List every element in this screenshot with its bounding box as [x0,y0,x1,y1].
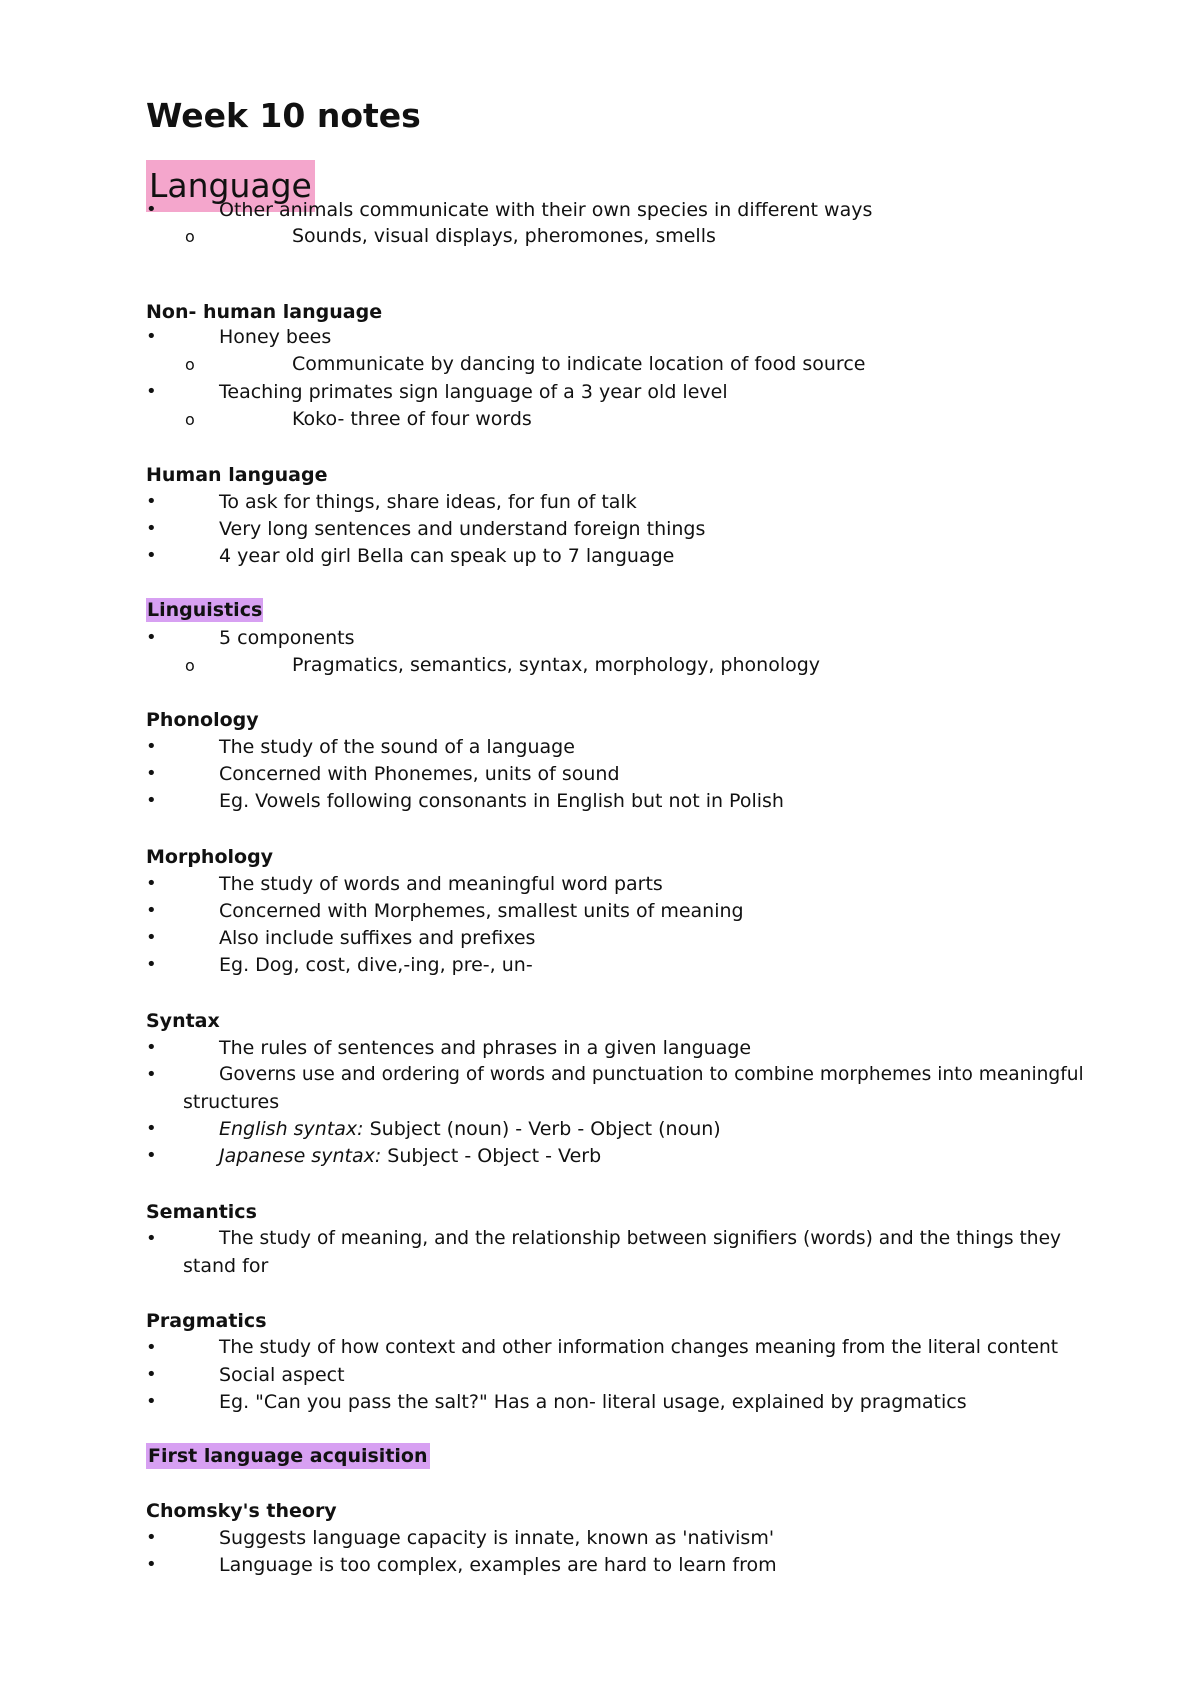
bullet-icon: • [146,954,157,975]
section-heading-linguistics: Linguistics [147,599,263,621]
sub-bullet-icon: o [185,355,195,374]
section-heading-semantics: Semantics [146,1201,257,1223]
sub-bullet-icon: o [185,410,195,429]
list-item: Koko- three of four words [292,408,532,430]
section-heading-phonology: Phonology [146,709,259,731]
list-item: The study of words and meaningful word parts [219,873,663,895]
section-heading-non-human-language: Non- human language [146,301,383,323]
japanese-syntax-label: Japanese syntax: [219,1145,382,1167]
sub-bullet-icon: o [185,656,195,675]
bullet-icon: • [146,873,157,894]
bullet-icon: • [146,1527,157,1548]
list-item: Language is too complex, examples are hard to learn from [219,1554,777,1576]
list-item: Communicate by dancing to indicate location of food source [292,353,866,375]
list-item: 5 components [219,627,355,649]
list-item: Social aspect [219,1364,345,1386]
section-heading-language: Language [146,160,315,212]
section-heading-human-language: Human language [146,464,328,486]
list-item: Eg. Vowels following consonants in English but not in Polish [219,790,784,812]
section-heading-syntax: Syntax [146,1010,220,1032]
bullet-icon: • [146,518,157,539]
section-heading-morphology: Morphology [146,846,274,868]
bullet-icon: • [146,1228,157,1249]
list-item [219,1144,601,1168]
bullet-icon: • [146,1064,157,1085]
bullet-icon: • [146,736,157,757]
list-item: The study of how context and other information changes meaning from the literal content [219,1337,1059,1358]
list-item: 4 year old girl Bella can speak up to 7 language [219,545,675,567]
bullet-icon: • [146,790,157,811]
list-item-continuation: structures [183,1091,280,1113]
english-syntax-text: Subject (noun) - Verb - Object (noun) [363,1118,721,1140]
japanese-syntax-text: Subject - Object - Verb [381,1145,602,1167]
list-item: Teaching primates sign language of a 3 year old level [219,381,728,403]
list-item: Governs use and ordering of words and punctuation to combine morphemes into meaningful [219,1064,1084,1085]
bullet-icon: • [146,199,157,220]
section-heading-first-language-acquisition: First language acquisition [148,1445,428,1467]
bullet-icon: • [146,1118,157,1139]
bullet-icon: • [146,1337,157,1358]
section-heading-chomskys-theory: Chomsky's theory [146,1500,337,1522]
bullet-icon: • [146,1364,157,1385]
bullet-icon: • [146,545,157,566]
list-item: Pragmatics, semantics, syntax, morphology, phonology [292,654,821,676]
list-item: Eg. "Can you pass the salt?" Has a non- literal usage, explained by pragmatics [219,1391,967,1413]
bullet-icon: • [146,1554,157,1575]
list-item: Also include suffixes and prefixes [219,927,536,949]
bullet-icon: • [146,763,157,784]
bullet-icon: • [146,1391,157,1412]
bullet-icon: • [146,627,157,648]
list-item: The rules of sentences and phrases in a given language [219,1037,752,1059]
english-syntax-label: English syntax: [219,1118,364,1140]
list-item: Concerned with Phonemes, units of sound [219,763,620,785]
list-item-continuation: stand for [183,1255,269,1277]
page-title: Week 10 notes [146,96,421,135]
list-item [219,1117,721,1141]
bullet-icon: • [146,326,157,347]
bullet-icon: • [146,1145,157,1166]
list-item: The study of meaning, and the relationship between signifiers (words) and the things they [219,1228,1062,1249]
section-heading-pragmatics: Pragmatics [146,1310,267,1332]
list-item: To ask for things, share ideas, for fun of talk [219,491,637,513]
list-item: Concerned with Morphemes, smallest units of meaning [219,900,744,922]
bullet-icon: • [146,381,157,402]
bullet-icon: • [146,900,157,921]
list-item: Suggests language capacity is innate, known as 'nativism' [219,1527,775,1549]
list-item: The study of the sound of a language [219,736,575,758]
bullet-icon: • [146,1037,157,1058]
bullet-icon: • [146,491,157,512]
bullet-icon: • [146,927,157,948]
list-item: Other animals communicate with their own species in different ways [219,199,873,221]
list-item: Very long sentences and understand foreign things [219,518,706,540]
list-item: Eg. Dog, cost, dive,-ing, pre-, un- [219,954,533,976]
sub-bullet-icon: o [185,227,195,246]
list-item: Honey bees [219,326,332,348]
list-item: Sounds, visual displays, pheromones, smells [292,225,716,247]
